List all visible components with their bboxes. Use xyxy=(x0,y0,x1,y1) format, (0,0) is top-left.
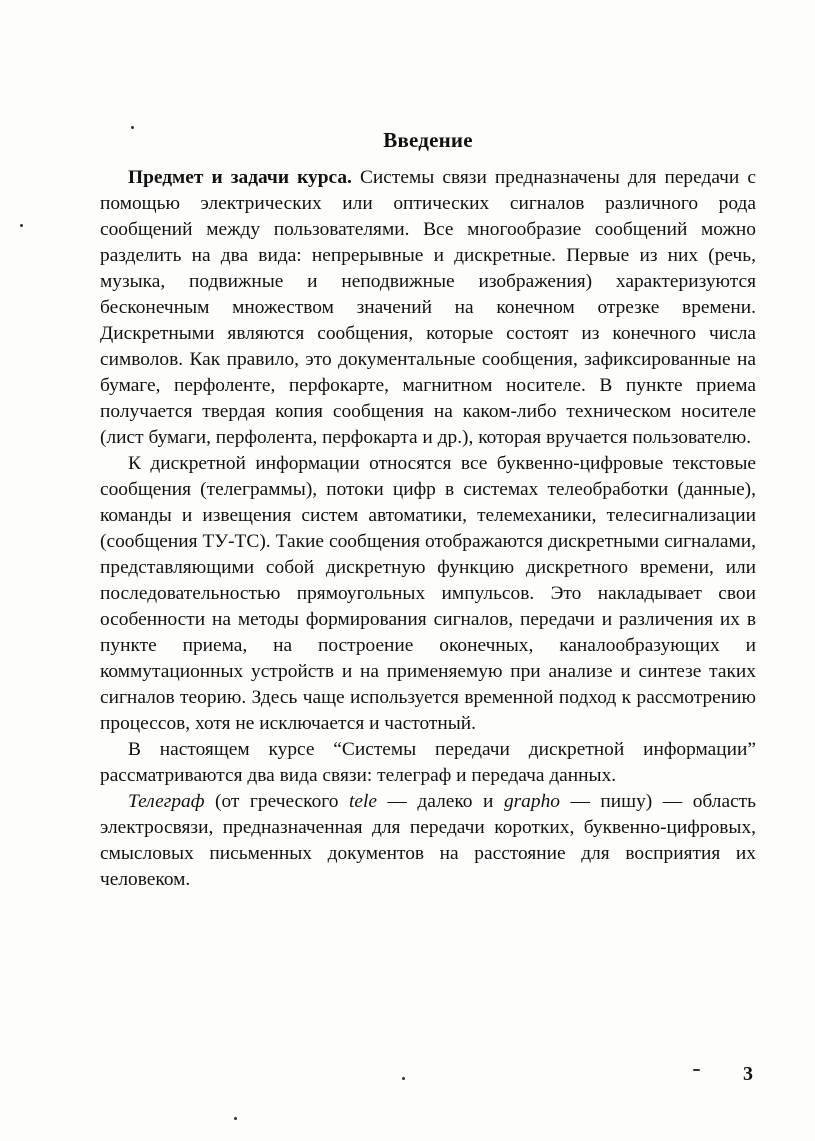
paragraph-lead: Предмет и задачи курса. xyxy=(128,167,352,188)
paragraph-text: Системы связи предназначены для передачи с помощью электрических или оптических сигналов различного рода сообщений между пользователями. Все многообразие сообщений можно разделить на два вида: непрерывные и дискретные. Первые из них (речь, музыка, подвижные и неподвижные изображения) характеризуются бесконечным множеством значений на конечном отрезке времени. Дискретными являются сообщения, которые состоят из конечного числа символов. Как правило, это документальные сообщения, зафиксированные на бумаге, перфоленте, перфокарте, магнитном носителе. В пункте приема получается твердая копия сообщения на каком-либо техническом носителе (лист бумаги, перфолента, перфокарта и др.), которая вручается пользователю. xyxy=(100,167,756,448)
term-tele: tele xyxy=(348,791,377,812)
paragraph-subject xyxy=(100,165,756,451)
scan-speck xyxy=(402,1077,405,1080)
paragraph-text: — далеко и xyxy=(376,791,504,812)
section-heading: Введение xyxy=(383,128,473,152)
page-number: 3 xyxy=(743,1063,753,1085)
scan-speck xyxy=(693,1069,700,1071)
paragraph-telegraph xyxy=(100,789,756,893)
paragraph-text: (от греческого xyxy=(204,791,349,812)
page-content xyxy=(100,128,756,893)
paragraph-text: — пишу) — область электросвязи, предназначенная для передачи коротких, буквенно-цифровых, смысловых письменных документов на расстояние для восприятия их человеком. xyxy=(100,791,757,890)
scan-speck xyxy=(20,224,23,227)
scan-speck xyxy=(234,1117,237,1120)
term-grapho: grapho xyxy=(503,791,560,812)
paragraph-course: В настоящем курсе “Системы передачи дискретной информации” рассматриваются два вида связи: телеграф и передача данных. xyxy=(100,739,756,786)
paragraph-discrete-info: К дискретной информации относятся все буквенно-цифровые текстовые сообщения (телеграммы), потоки цифр в системах телеобработки (данные), команды и извещения систем автоматики, телемеханики, телесигнализации (сообщения ТУ-ТС). Такие сообщения отображаются дискретными сигналами, представляющими собой дискретную функцию дискретного времени, или последовательностью прямоугольных импульсов. Это накладывает свои особенности на методы формирования сигналов, передачи и различения их в пункте приема, на построение оконечных, каналообразующих и коммутационных устройств и на применяемую при анализе и синтезе таких сигналов теорию. Здесь чаще используется временной подход к рассмотрению процессов, хотя не исключается и частотный. xyxy=(100,453,756,734)
term-telegraph: Телеграф xyxy=(128,791,205,812)
